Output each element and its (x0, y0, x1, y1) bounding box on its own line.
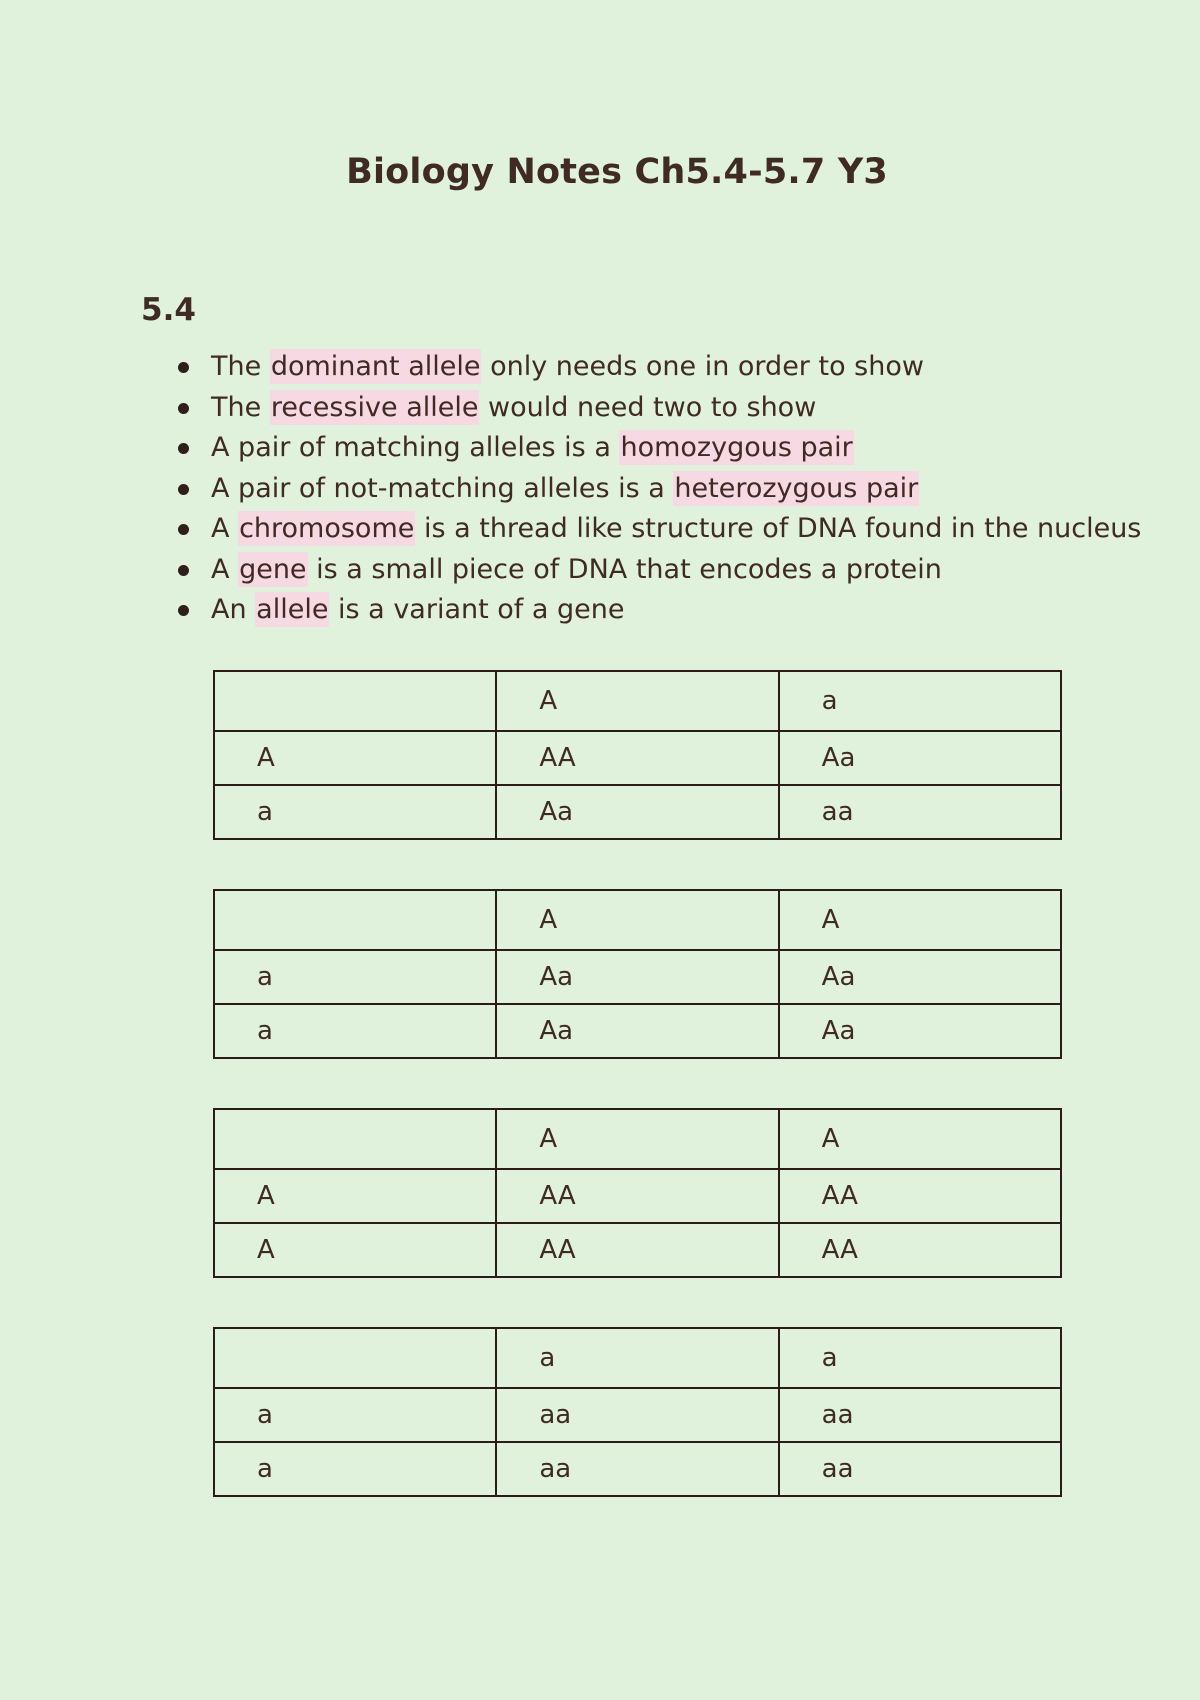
table-cell: aa (779, 1388, 1061, 1442)
table-row (214, 950, 1061, 1004)
bullet-icon (178, 524, 189, 535)
bullet-icon (178, 605, 189, 616)
table-cell: a (779, 1328, 1061, 1388)
table-row (214, 1442, 1061, 1496)
highlighted-term: homozygous pair (620, 432, 853, 463)
table-cell: a (214, 950, 496, 1004)
list-item: The recessive allele would need two to show (178, 388, 1141, 429)
table-row (214, 1169, 1061, 1223)
list-item: A pair of not-matching alleles is a heterozygous pair (178, 469, 1141, 510)
table-cell: aa (496, 1388, 778, 1442)
punnett-square-3 (213, 1108, 1062, 1278)
list-item: A chromosome is a thread like structure of DNA found in the nucleus (178, 509, 1141, 550)
list-item: A gene is a small piece of DNA that encodes a protein (178, 550, 1141, 591)
table-cell (214, 671, 496, 731)
table-row (214, 1109, 1061, 1169)
table-cell: AA (779, 1223, 1061, 1277)
punnett-square-2 (213, 889, 1062, 1059)
bullet-icon (178, 443, 189, 454)
table-cell: a (214, 1388, 496, 1442)
highlighted-term: chromosome (239, 513, 415, 544)
table-cell: Aa (779, 1004, 1061, 1058)
highlighted-term: dominant allele (270, 351, 481, 382)
table-cell: aa (779, 785, 1061, 839)
table-row (214, 785, 1061, 839)
table-cell: a (214, 785, 496, 839)
table-cell: A (214, 1169, 496, 1223)
list-item: A pair of matching alleles is a homozygous pair (178, 428, 1141, 469)
table-cell: AA (779, 1169, 1061, 1223)
table-row (214, 1223, 1061, 1277)
table-cell: a (214, 1442, 496, 1496)
list-item: The dominant allele only needs one in order to show (178, 347, 1141, 388)
table-cell: Aa (496, 1004, 778, 1058)
table-cell: aa (496, 1442, 778, 1496)
table-cell: a (496, 1328, 778, 1388)
table-cell: AA (496, 731, 778, 785)
table-cell: Aa (496, 950, 778, 1004)
bullet-icon (178, 403, 189, 414)
table-cell: A (496, 671, 778, 731)
table-row (214, 731, 1061, 785)
bullet-icon (178, 484, 189, 495)
table-cell: A (214, 1223, 496, 1277)
table-cell (214, 890, 496, 950)
punnett-square-1 (213, 670, 1062, 840)
table-cell: A (496, 1109, 778, 1169)
table-cell: a (214, 1004, 496, 1058)
highlighted-term: gene (239, 553, 307, 585)
list-item: An allele is a variant of a gene (178, 590, 1141, 631)
table-cell: aa (779, 1442, 1061, 1496)
table-cell (214, 1109, 496, 1169)
table-row (214, 1388, 1061, 1442)
highlighted-term: heterozygous pair (674, 472, 919, 504)
table-cell: AA (496, 1169, 778, 1223)
table-cell: Aa (496, 785, 778, 839)
table-row (214, 1004, 1061, 1058)
table-cell: AA (496, 1223, 778, 1277)
notes-list (178, 347, 1141, 631)
table-cell: Aa (779, 731, 1061, 785)
table-row (214, 671, 1061, 731)
page-title: Biology Notes Ch5.4-5.7 Y3 (346, 152, 888, 192)
section-heading: 5.4 (141, 292, 196, 328)
table-cell: A (496, 890, 778, 950)
highlighted-term: allele (256, 594, 329, 625)
bullet-icon (178, 362, 189, 373)
bullet-icon (178, 565, 189, 576)
table-row (214, 890, 1061, 950)
table-cell: A (779, 1109, 1061, 1169)
table-cell: Aa (779, 950, 1061, 1004)
highlighted-term: recessive allele (270, 391, 479, 423)
table-cell (214, 1328, 496, 1388)
table-cell: A (214, 731, 496, 785)
table-cell: a (779, 671, 1061, 731)
table-row (214, 1328, 1061, 1388)
table-cell: A (779, 890, 1061, 950)
punnett-square-4 (213, 1327, 1062, 1497)
